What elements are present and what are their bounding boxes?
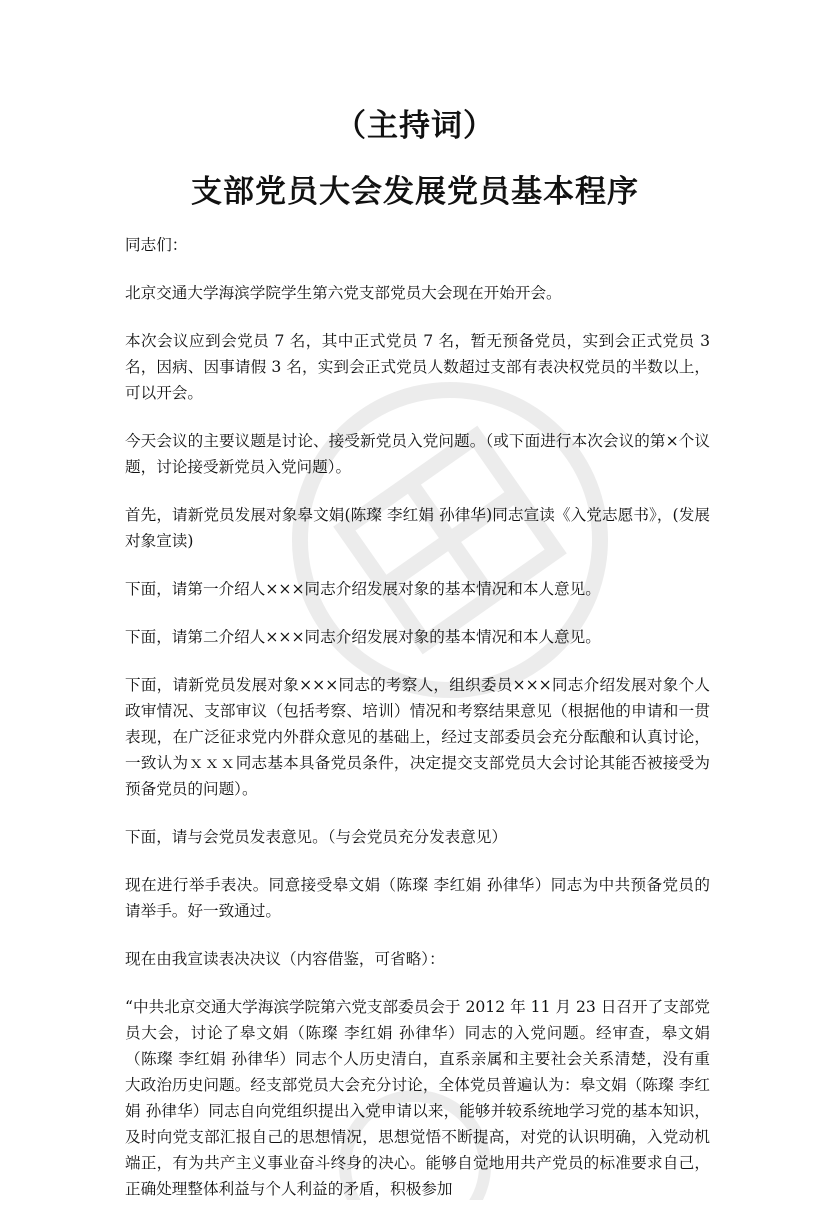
paragraph-vote: 现在进行举手表决。同意接受皋文娟（陈璨 李红娟 孙律华）同志为中共预备党员的请举手。好一致通过。: [125, 876, 710, 920]
paragraph-read-application: 首先，请新党员发展对象皋文娟(陈璨 李红娟 孙律华)同志宣读《入党志愿书》，(发展对象宣读): [125, 506, 710, 550]
paragraph-resolution-text: “中共北京交通大学海滨学院第六党支部委员会于 2012 年 11 月 23 日召开了支部党员大会，讨论了皋文娟（陈璨 李红娟 孙律华）同志的入党问题。经审查，皋文娟（陈璨 李红娟 孙律华）同志个人历史清白，直系亲属和主要社会关系清楚，没有重大政治历史问题。经支部党员大会充分讨论，全体党员普遍认为：皋文娟（陈璨 李红娟 孙律华）同志自向党组织提出入党申请以来，能够并较系统地学习党的基本知识，及时向党支部汇报自己的思想情况，思想觉悟不断提高，对党的认识明确，入党动机端正，有为共产主义事业奋斗终身的决心。能够自觉地用共产党员的标准要求自己，正确处理整体利益与个人利益的矛盾，积极参加: [125, 998, 710, 1198]
paragraph-attendance: 本次会议应到会党员 7 名，其中正式党员 7 名，暂无预备党员，实到会正式党员 3 名，因病、因事请假 3 名，实到会正式党员人数超过支部有表决权党员的半数以上，可以开会。: [125, 332, 710, 402]
document-body: [125, 232, 710, 1224]
paragraph-discussion: 下面，请与会党员发表意见。（与会党员充分发表意见）: [125, 828, 508, 846]
document-subtitle: （主持词）: [335, 108, 495, 144]
paragraph-opening: 北京交通大学海滨学院学生第六党支部党员大会现在开始开会。: [125, 284, 562, 302]
paragraph-resolution-intro: 现在由我宣读表决决议（内容借鉴，可省略）：: [125, 950, 445, 968]
paragraph-first-introducer: 下面，请第一介绍人×××同志介绍发展对象的基本情况和本人意见。: [125, 580, 601, 598]
paragraph-second-introducer: 下面，请第二介绍人×××同志介绍发展对象的基本情况和本人意见。: [125, 628, 601, 646]
paragraph-investigation: 下面，请新党员发展对象×××同志的考察人，组织委员×××同志介绍发展对象个人政审情况、支部审议（包括考察、培训）情况和考察结果意见（根据他的申请和一贯表现，在广泛征求党内外群众意见的基础上，经过支部委员会充分酝酿和认真讨论，一致认为ｘｘｘ同志基本具备党员条件，决定提交支部党员大会讨论其能否被接受为预备党员的问题）。: [125, 676, 710, 798]
paragraph-agenda: 今天会议的主要议题是讨论、接受新党员入党问题。（或下面进行本次会议的第×个议题，讨论接受新党员入党问题）。: [125, 432, 710, 476]
paragraph-greeting: 同志们：: [125, 236, 188, 254]
document-title: 支部党员大会发展党员基本程序: [191, 174, 639, 210]
